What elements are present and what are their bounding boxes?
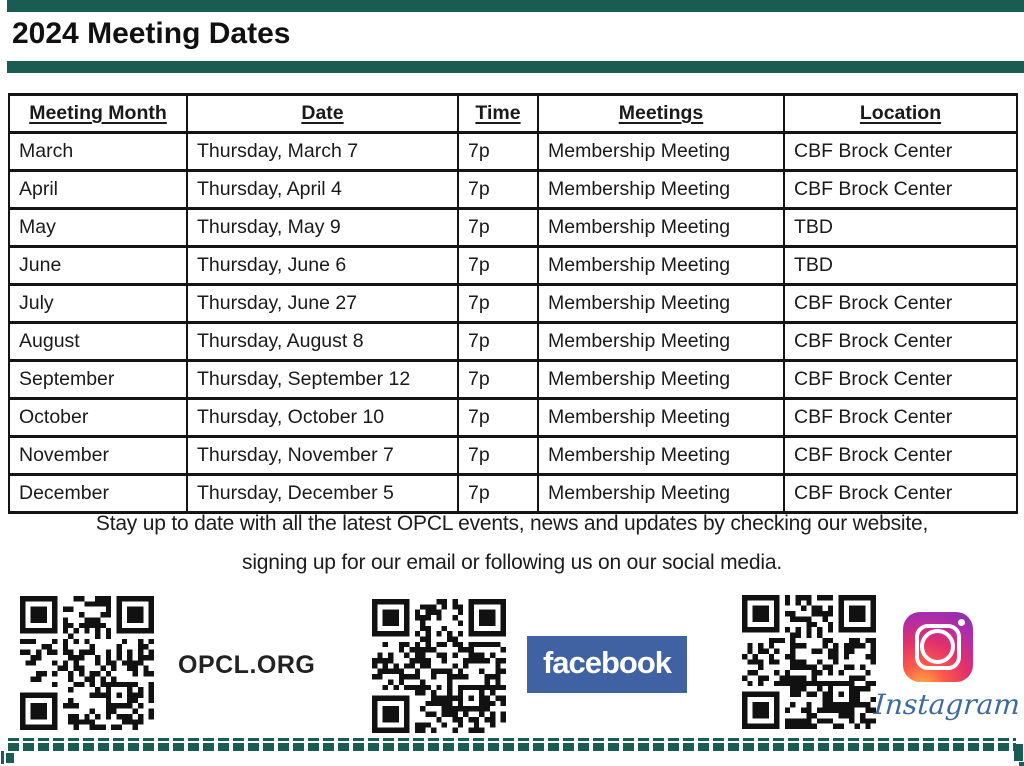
website-label: OPCL.ORG xyxy=(178,651,316,679)
header-time: Time xyxy=(458,95,538,133)
table-cell: April xyxy=(9,171,187,209)
table-cell: Thursday, August 8 xyxy=(187,323,458,361)
table-cell: 7p xyxy=(458,133,538,171)
table-row xyxy=(9,323,1017,361)
facebook-logo xyxy=(527,636,687,693)
table-cell: 7p xyxy=(458,475,538,513)
table-cell: September xyxy=(9,361,187,399)
table-cell: 7p xyxy=(458,171,538,209)
table-cell: May xyxy=(9,209,187,247)
table-cell: Membership Meeting xyxy=(538,133,784,171)
bottom-right-border-dash xyxy=(1019,762,1024,766)
table-header-row xyxy=(9,95,1017,133)
meeting-table-wrap xyxy=(8,93,1016,514)
table-cell: 7p xyxy=(458,209,538,247)
table-cell: Thursday, April 4 xyxy=(187,171,458,209)
table-cell: CBF Brock Center xyxy=(784,171,1017,209)
instagram-qr-code-icon xyxy=(742,595,876,729)
table-cell: TBD xyxy=(784,247,1017,285)
meeting-table-body xyxy=(9,133,1017,513)
table-cell: November xyxy=(9,437,187,475)
table-cell: Membership Meeting xyxy=(538,399,784,437)
table-cell: CBF Brock Center xyxy=(784,475,1017,513)
table-cell: CBF Brock Center xyxy=(784,399,1017,437)
table-cell: CBF Brock Center xyxy=(784,437,1017,475)
table-cell: CBF Brock Center xyxy=(784,361,1017,399)
instagram-icon xyxy=(903,612,973,682)
website-qr-code-icon xyxy=(20,596,154,730)
header-location: Location xyxy=(784,95,1017,133)
instagram-lens-icon xyxy=(920,629,955,664)
table-cell: Membership Meeting xyxy=(538,361,784,399)
header-date: Date xyxy=(187,95,458,133)
table-cell: Membership Meeting xyxy=(538,247,784,285)
table-row xyxy=(9,399,1017,437)
instagram-flash-dot-icon xyxy=(958,619,965,626)
bottom-dashed-border-bottom xyxy=(8,743,1016,751)
table-cell: June xyxy=(9,247,187,285)
header-meeting-month: Meeting Month xyxy=(9,95,187,133)
table-cell: Thursday, October 10 xyxy=(187,399,458,437)
table-cell: Membership Meeting xyxy=(538,209,784,247)
table-row xyxy=(9,171,1017,209)
bottom-left-border-mark xyxy=(1,751,4,764)
header-meetings: Meetings xyxy=(538,95,784,133)
table-cell: CBF Brock Center xyxy=(784,133,1017,171)
table-cell: 7p xyxy=(458,361,538,399)
table-cell: Thursday, May 9 xyxy=(187,209,458,247)
table-cell: Thursday, June 27 xyxy=(187,285,458,323)
table-cell: CBF Brock Center xyxy=(784,323,1017,361)
bottom-right-border-mark xyxy=(1014,744,1023,761)
table-row xyxy=(9,285,1017,323)
table-cell: TBD xyxy=(784,209,1017,247)
promo-line-2: signing up for our email or following us on our social media. xyxy=(242,551,782,574)
table-cell: Thursday, June 6 xyxy=(187,247,458,285)
table-cell: 7p xyxy=(458,399,538,437)
promo-line-1: Stay up to date with all the latest OPCL events, news and updates by checking our website, xyxy=(95,512,929,535)
facebook-qr-code-icon xyxy=(372,599,506,733)
table-row xyxy=(9,209,1017,247)
table-cell: 7p xyxy=(458,285,538,323)
table-cell: Membership Meeting xyxy=(538,475,784,513)
table-cell: 7p xyxy=(458,323,538,361)
table-cell: Thursday, March 7 xyxy=(187,133,458,171)
table-cell: Membership Meeting xyxy=(538,171,784,209)
title-rule-bar xyxy=(7,61,1024,73)
page-title: 2024 Meeting Dates xyxy=(12,17,291,50)
table-row xyxy=(9,437,1017,475)
promo-text xyxy=(0,504,1024,582)
table-cell: Thursday, November 7 xyxy=(187,437,458,475)
bottom-left-border-dash xyxy=(6,753,14,763)
table-cell: Membership Meeting xyxy=(538,437,784,475)
table-cell: Thursday, December 5 xyxy=(187,475,458,513)
table-cell: Thursday, September 12 xyxy=(187,361,458,399)
table-row xyxy=(9,247,1017,285)
table-cell: March xyxy=(9,133,187,171)
bottom-dashed-border-top xyxy=(8,738,1016,741)
table-cell: December xyxy=(9,475,187,513)
table-cell: July xyxy=(9,285,187,323)
table-cell: 7p xyxy=(458,247,538,285)
table-cell: CBF Brock Center xyxy=(784,285,1017,323)
table-row xyxy=(9,361,1017,399)
meeting-table xyxy=(8,93,1018,514)
table-cell: October xyxy=(9,399,187,437)
instagram-wordmark: Instagram xyxy=(872,688,1022,721)
table-cell: 7p xyxy=(458,437,538,475)
table-cell: Membership Meeting xyxy=(538,323,784,361)
top-accent-bar xyxy=(7,0,1024,12)
table-row xyxy=(9,133,1017,171)
table-cell: August xyxy=(9,323,187,361)
facebook-wordmark: facebook xyxy=(542,645,672,680)
table-cell: Membership Meeting xyxy=(538,285,784,323)
